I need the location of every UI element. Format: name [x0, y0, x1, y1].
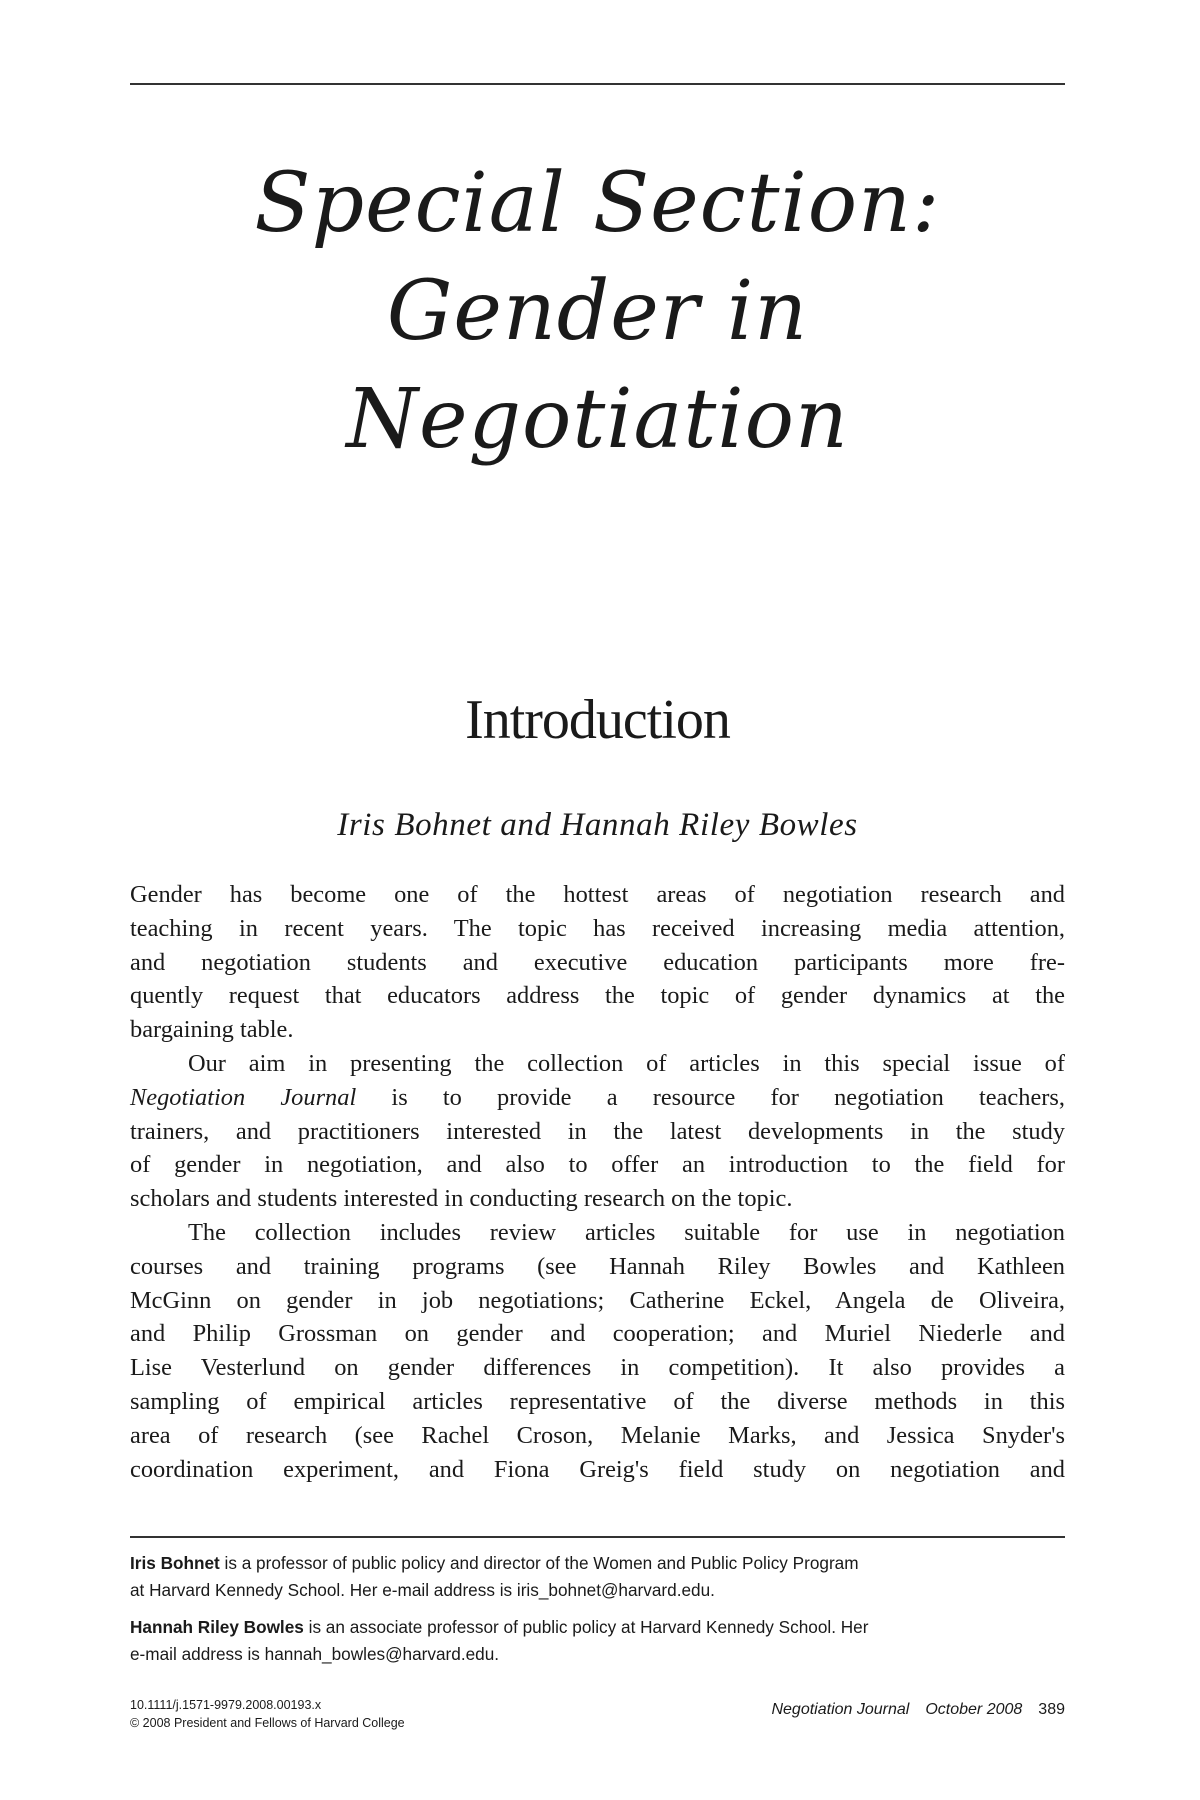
footnote-author-name: Hannah Riley Bowles: [130, 1617, 304, 1637]
body-line: Lise Vesterlund on gender differences in competition). It also provides a: [130, 1354, 1065, 1382]
article-heading: Introduction: [465, 689, 730, 751]
running-footer: [771, 1700, 1065, 1720]
body-line: McGinn on gender in job negotiations; Catherine Eckel, Angela de Oliveira,: [130, 1286, 1065, 1314]
footnote-rule: [130, 1536, 1065, 1538]
journal-name-italic: Negotiation Journal: [130, 1083, 357, 1111]
body-line: trainers, and practitioners interested in the latest developments in the study: [130, 1117, 1065, 1145]
body-line-continuation: is to provide a resource for negotiation teachers,: [356, 1083, 1065, 1111]
footnote-text: is a professor of public policy and director of the Women and Public Policy Program: [219, 1553, 859, 1573]
body-line: and negotiation students and executive education participants more fre-: [130, 948, 1065, 976]
body-line: coordination experiment, and Fiona Greig's field study on negotiation and: [130, 1455, 1065, 1483]
copyright-text: © 2008 President and Fellows of Harvard College: [130, 1716, 405, 1730]
body-line: and Philip Grossman on gender and cooperation; and Muriel Niederle and: [130, 1320, 1065, 1348]
article-authors: Iris Bohnet and Hannah Riley Bowles: [337, 807, 858, 843]
title-line-1: Special Section:: [254, 156, 941, 251]
body-line: teaching in recent years. The topic has received increasing media attention,: [130, 914, 1065, 942]
section-title: [130, 150, 1065, 474]
issue-date: October 2008: [925, 1701, 1023, 1718]
title-line-2: Gender in: [386, 264, 809, 359]
journal-title: Negotiation Journal: [771, 1701, 910, 1718]
body-line: courses and training programs (see Hannah Riley Bowles and Kathleen: [130, 1252, 1065, 1280]
body-line: sampling of empirical articles representative of the diverse methods in this: [130, 1387, 1065, 1415]
footnote-author-name: Iris Bohnet: [130, 1553, 220, 1573]
body-line: area of research (see Rachel Croson, Melanie Marks, and Jessica Snyder's: [130, 1421, 1065, 1449]
footnote-bohnet-line-2: at Harvard Kennedy School. Her e-mail address is iris_bohnet@harvard.edu.: [130, 1580, 715, 1600]
body-line: The collection includes review articles suitable for use in negotiation: [188, 1218, 1065, 1246]
body-line: [130, 1081, 1065, 1115]
title-line-3: Negotiation: [346, 372, 849, 467]
article-body: [130, 878, 1065, 1486]
footnote-bowles-line-2: e-mail address is hannah_bowles@harvard.edu.: [130, 1644, 500, 1664]
page-number: 389: [1038, 1701, 1065, 1718]
footnote-bohnet-line-1: [130, 1550, 1065, 1577]
footnote-text: is an associate professor of public policy at Harvard Kennedy School. Her: [303, 1617, 869, 1637]
doi-block: [130, 1696, 405, 1732]
author-footnotes: [130, 1550, 1065, 1668]
body-line: of gender in negotiation, and also to offer an introduction to the field for: [130, 1151, 1065, 1179]
body-line: Our aim in presenting the collection of articles in this special issue of: [188, 1049, 1065, 1077]
doi-text: 10.1111/j.1571-9979.2008.00193.x: [130, 1698, 322, 1712]
body-line: quently request that educators address the topic of gender dynamics at the: [130, 982, 1065, 1010]
top-rule: [130, 83, 1065, 85]
body-line: scholars and students interested in conducting research on the topic.: [130, 1185, 793, 1213]
body-line: bargaining table.: [130, 1016, 294, 1044]
body-line: Gender has become one of the hottest areas of negotiation research and: [130, 881, 1065, 908]
footnote-bowles-line-1: [130, 1614, 1065, 1641]
